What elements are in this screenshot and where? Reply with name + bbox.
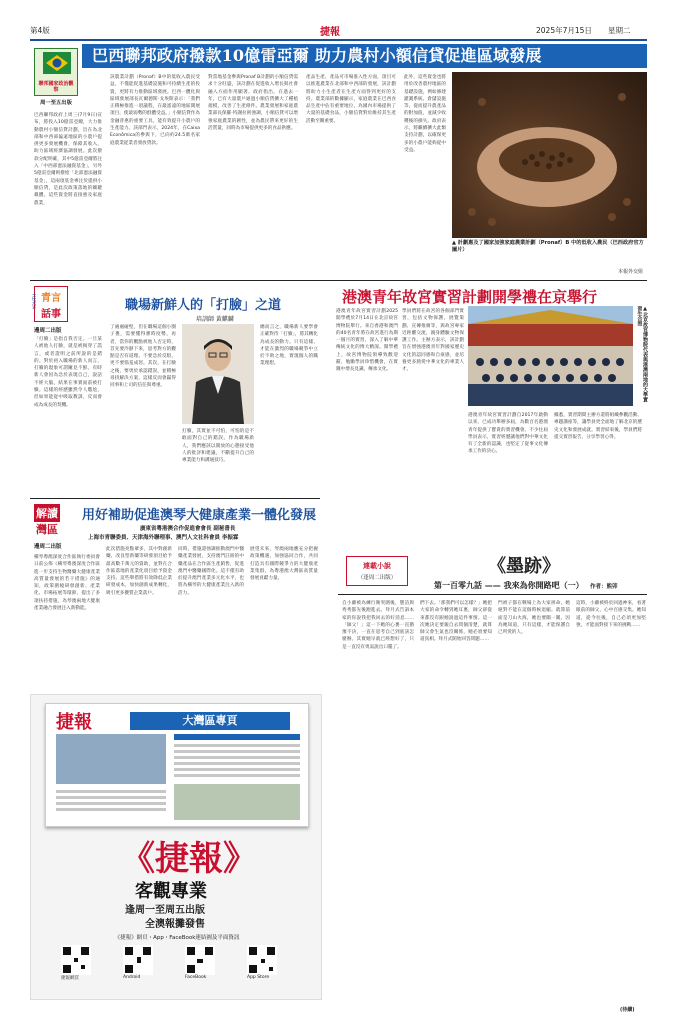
serial-tag-badge xyxy=(346,556,408,586)
page-number: 第4版 xyxy=(30,26,50,35)
article-col: 這時，小藤被終於回過神來，看著眼前的師父，心中百感交集。她知道，從今往後，自己必須更加堅強，才能面對接下來的挑戰…… xyxy=(576,601,646,628)
article-col: 門被子都在戰場上為大家拼命，她絕對不能在這個時候退縮。就算前面是刀山火海，她也要闖一闖。因為她知道，只有這樣，才能保護自己所愛的人。 xyxy=(498,601,570,636)
qr-code-icon xyxy=(123,945,153,975)
qr-code-web[interactable] xyxy=(61,945,101,981)
headline: 港澳青年故宮實習計劃開學禮在京舉行 xyxy=(342,288,598,306)
article-col: 同時，措施還強調推動澳門中醫藥產業發展，支持澳門註冊的中藥產品在合作區生產銷售，促進澳門中醫藥國際化。這不僅有助於提升澳門產業多元化水平，也將為橫琴的大健康產業注入新的活力。 xyxy=(178,547,244,596)
qr-code-icon xyxy=(61,945,91,975)
article-col: 港澳青年故宮實習計劃2025開學禮於7月14日在北京故宮博物院舉行。來自香港和澳門的40名青年將在故宮進行為期一個月的實習，深入了解中華傳統文化的博大精深。開學禮上，故宮博物院領導致歡迎辭，勉勵學員珍惜機會，在實踐中增長見識，傳承文化。 xyxy=(336,309,398,373)
header-logo: 捷報 xyxy=(320,27,340,38)
article-col: 港澳青年故宮實習計劃自2017年啟動以來，已成功舉辦多屆，為數百名港澳青年提供了寶貴的實習機會。不少往屆學員表示，實習經歷讓他們對中華文化有了全新的認識，也堅定了從事文化傳承工作的決心。 xyxy=(468,413,548,455)
ad-logo: 《捷報》 xyxy=(121,839,257,879)
bay-tag-badge xyxy=(34,504,72,538)
article-col: 學員們將在故宮的各個部門實習，包括文物保護、展覽策劃、宣傳推廣等，與故宮專家近距離交流，親身體驗文物保護工作。主辦方表示，該計劃旨在增強港澳青年對國家歷史文化的認同感和自豪感，並培養更多熱愛中華文化的專業人才。 xyxy=(402,309,464,373)
author-photo xyxy=(182,324,254,424)
bay-tag2: 灣區 xyxy=(36,523,58,536)
header-weekday: 星期二 xyxy=(608,26,631,35)
serial-chapter: 第一百零九話 —— 我來為你開路吧（一） xyxy=(434,581,584,590)
group-photo xyxy=(468,306,633,406)
hand-with-seeds-illustration xyxy=(452,72,647,238)
qr-label: 捷報網頁 xyxy=(61,976,79,981)
article-col: 「打臉」是指自我否定。一旦某人被他人打臉，就是被揭穿了謊言，或者證明之前所說的是錯的。對於初入職場的新人而言，打臉的現象可謂屢見不鮮。有時新人會因為急於表現自己，說話不經大腦，結果在事實面前被打臉。這樣的經歷雖然令人尷尬，但如果能從中吸取教訓，反而會成為成長的契機。 xyxy=(34,337,102,408)
article-col: 打臉，其實並不可怕，可怕的是不敢面對自己的錯誤。作為職場新人，我們應該以開放的心態接受他人的批評和建議，不斷提升自己的專業能力和溝通技巧。 xyxy=(182,429,254,464)
qr-code-row xyxy=(61,945,293,995)
bracket-close-icon: 》 xyxy=(223,839,257,879)
youth-tag: 青言 xyxy=(41,293,61,304)
article-youth-career xyxy=(30,284,320,494)
qr-code-android[interactable] xyxy=(123,945,163,980)
article-col: 自小藤被為練行衛突圍後，態詩與秀秀都先後跑進去。拜月式告訴本家的你說我把我回去的好消息……「師父！」這一下她的心裏一直猶豫不決，一直在思考自己到底該怎麼辦。其實她早就已經想好了，只是一直沒有勇氣說出口罷了。 xyxy=(342,601,414,650)
header-date: 2025年7月15日 xyxy=(536,26,592,35)
ad-paper-name: 大灣區專頁 xyxy=(130,712,290,730)
ad-mock-logo: 捷報 xyxy=(56,712,92,733)
article-col: 展望未來，琴澳兩地應充分把握政策機遇，加強協同合作，共同打造具有國際競爭力的大健康產業集群，為粵港澳大灣區高質量發展貢獻力量。 xyxy=(250,547,318,582)
article-col: 們下去。「那我們可以怎樣？」她把大家的命令轉到她耳裏，師父卻從來都沒有跟她說過這件事情。這一次她決定要親自去問個清楚，就算師父會生氣也沒關係，她必須要知道真相。拜月式開始回答問題…… xyxy=(420,601,492,643)
column-editor: 邊周二出版 xyxy=(34,328,62,334)
byline: 廣東省粵港澳合作促進會會長 副秘書長 xyxy=(140,526,236,532)
ad-mock-content-illustration xyxy=(56,734,300,824)
photo-caption: ▲北京故宮博物院代表與港澳兩地的大學實習生合照 xyxy=(636,306,648,402)
byline: 上海市青聯委員、天津海外聯理事、澳門人文社科會員 李振霖 xyxy=(88,535,239,541)
headline: 巴西聯邦政府撥款10億雷亞爾 助力農村小額信貸促進區域發展 xyxy=(92,46,542,65)
article-greater-bay xyxy=(30,502,322,688)
qr-code-icon xyxy=(247,945,277,975)
article-photo-seeds xyxy=(452,72,647,238)
caption-marker-icon: ▲ xyxy=(642,306,648,312)
ad-slogan: 客觀專業 xyxy=(135,881,207,902)
qr-label: FaceBook xyxy=(185,975,207,980)
serial-tag: 連載小說 xyxy=(363,562,391,570)
qr-code-icon xyxy=(185,945,215,975)
column-logo-text: 聯邦國家政治觀察 xyxy=(38,81,74,93)
youth-tag2: 話事 xyxy=(41,309,61,320)
article-credit: 本報外交組 xyxy=(618,269,644,275)
advertisement[interactable] xyxy=(30,694,322,1000)
article-col: 了處處碰壁，但在職場這個小圈子裏，需要懂得審時度勢。再者，當你的觀點被他人否定時，首先要冷靜下來，思考對方的觀點是否有道理。不要急於反駁，更不要惱羞成怒。其次，在打臉之後，要勇於承認錯誤，並積極尋找解決方案，這樣反而會贏得同事和上司的信任與尊重。 xyxy=(110,325,176,389)
article-col: 此次措施亮點眾多，其中對創新藥、改良型新藥等研發項目給予最高數千萬元的資助，並對在合作區落地的產業化項目給予資金支持。這些舉措將有效降低企業研發成本，加快創新成果轉化，吸引更多優質企業落戶。 xyxy=(106,547,172,596)
article-col: 對當地基金參與Pronaf B計劃的小額信貸需求十分旺盛，該計劃在促進收入增長與社會融入方面作用顯著。政府指出，在過去一年，已有大量農戶通過小額信貸擴大了種植規模，改善了生產條件。農業發展和家庭農業部長保羅·特謝拉則強調，小額信貸可以增強家庭農業的韌性，並為農民帶來更好的生活質量，同時為市場提供更多的食品供應。 xyxy=(208,75,298,132)
column-logo-badge xyxy=(34,48,78,96)
photo-caption: ▲ 計劃惠及了國家加強家庭農業計劃（Pronaf）B 中的低收入農民（巴西政府官方圖片） xyxy=(452,240,644,253)
author-portrait-illustration xyxy=(182,324,254,424)
serial-tag-sub: （逢周二出版） xyxy=(357,575,397,581)
bracket-open-icon: 《 xyxy=(121,839,155,879)
ad-subtitle: 逢周一至周五出版 xyxy=(125,905,205,916)
article-col: 橫琴粵澳深度合作區執行委員會日前公佈《橫琴粵澳深度合作區進一步支持生物醫藥大健康產業高質量發展的若干措施》的通知，政策圍繞研發創新、產業化、市場拓展等環節，提出了多項扶持措施，為琴澳兩地大健康產業融合發展注入新動能。 xyxy=(34,555,100,612)
article-col: 巴西聯邦政府上周三(7月9日)宣布，將投入10億雷亞爾，大力推動農村小額信貸計劃，旨在為北部和中西部偏遠地區的小農戶提供更多發展機會，保障其收入，助力區域經濟協調發展。此次撥款分配明確，其中5億雷亞爾將注入「中西部憲法融資基金」，另外5億雷亞爾則撥給「北部憲法融資基金」，這兩項基金專注於提供小額信貸，是此次政策落地的關鍵載體。這些資金將直接惠及家庭農業， xyxy=(34,113,102,206)
page-header xyxy=(30,24,647,38)
qr-code-appstore[interactable] xyxy=(247,945,287,980)
headline: 用好補助促進澳琴大健康產業一體化發展 xyxy=(82,508,317,523)
author: 培訓師 黃麒麟 xyxy=(196,316,234,323)
qr-label: Android xyxy=(123,975,141,980)
youth-tag-en: YOUTH xyxy=(33,293,39,310)
group-photo-illustration xyxy=(468,306,633,406)
article-brazil-credit xyxy=(30,44,647,278)
serial-novel xyxy=(338,548,647,1018)
article-col: 產品生產、產品可市場准入性方面，項目可以推進農業在北部和中西部的發展，該計劃將助力小生產者在生產方面得到更好的支持。農業部的數據顯示，家庭農業在巴西食品生產中佔有重要地位，為國內市場提供了大量的基礎食品，小額信貸對於維持其生產活動至關重要。 xyxy=(306,75,396,124)
column-editor: 邊周二出版 xyxy=(34,544,62,550)
serial-book-title: 《墨跡》 xyxy=(488,556,560,577)
ad-contact: 《捷報》網頁・App・FaceBook連結圖及平面資訊 xyxy=(114,935,240,941)
article-col: 據悉，實習期間主辦方還將組織參觀活動、專題講座等，讓學員更全面地了解北京的歷史文化和發展成就。實習結束後，學員們將提交實習報告，分享學習心得。 xyxy=(554,413,642,440)
qr-code-facebook[interactable] xyxy=(185,945,225,980)
youth-tag-badge xyxy=(34,286,68,322)
serial-author: 作者：熊卯 xyxy=(590,584,618,590)
article-col: 總而言之，職場新人要學會正確對待「打臉」，將其轉化為成長的動力。只有這樣，才能在激烈的職場競爭中立於不敗之地，實現個人的職業理想。 xyxy=(260,325,318,367)
ad-paper-mockup xyxy=(45,703,309,827)
bay-tag: 解讀 xyxy=(34,504,60,522)
article-col: 該農業計劃（Pronaf）B中的低收入農民受益，不僅能促進基礎設施和可持續生產的投資，更將有力推動區域發展。巴西一體化與區域發展部長瓦爾德斯·戈埃斯表示：「我們正積極推進一項議程，在最遙遠的地區開展項目，使最弱勢的群體受益。」小額信貸作為金融普惠的重要工具，能有效提升小農戶的生產能力。該部門表示，2024年，在Caixa Econômica的參與下，已向約24.5萬名家庭農業從業者發放貸款。 xyxy=(110,75,200,146)
flag-emblem-icon xyxy=(35,49,79,81)
article-col: 此外，這些資金也將用於改善農村地區的基礎設施，例如修建灌溉系統、倉儲設施等，從而提升農產品的附加值，並減少收穫後的損失。政府表示，將繼續擴大此類支持計劃，以確保更多的小農戶能夠從中受益。 xyxy=(404,75,446,153)
article-palace-museum xyxy=(330,284,647,542)
headline: 職場新鮮人的「打臉」之道 xyxy=(125,298,282,313)
column-tag: 周一至五出版 xyxy=(40,100,72,106)
ad-subtitle2: 全澳報攤發售 xyxy=(145,919,205,930)
qr-label: App Store xyxy=(247,975,270,980)
caption-marker-icon: ▲ xyxy=(452,240,458,246)
serial-ending: (待續) xyxy=(620,1007,635,1013)
